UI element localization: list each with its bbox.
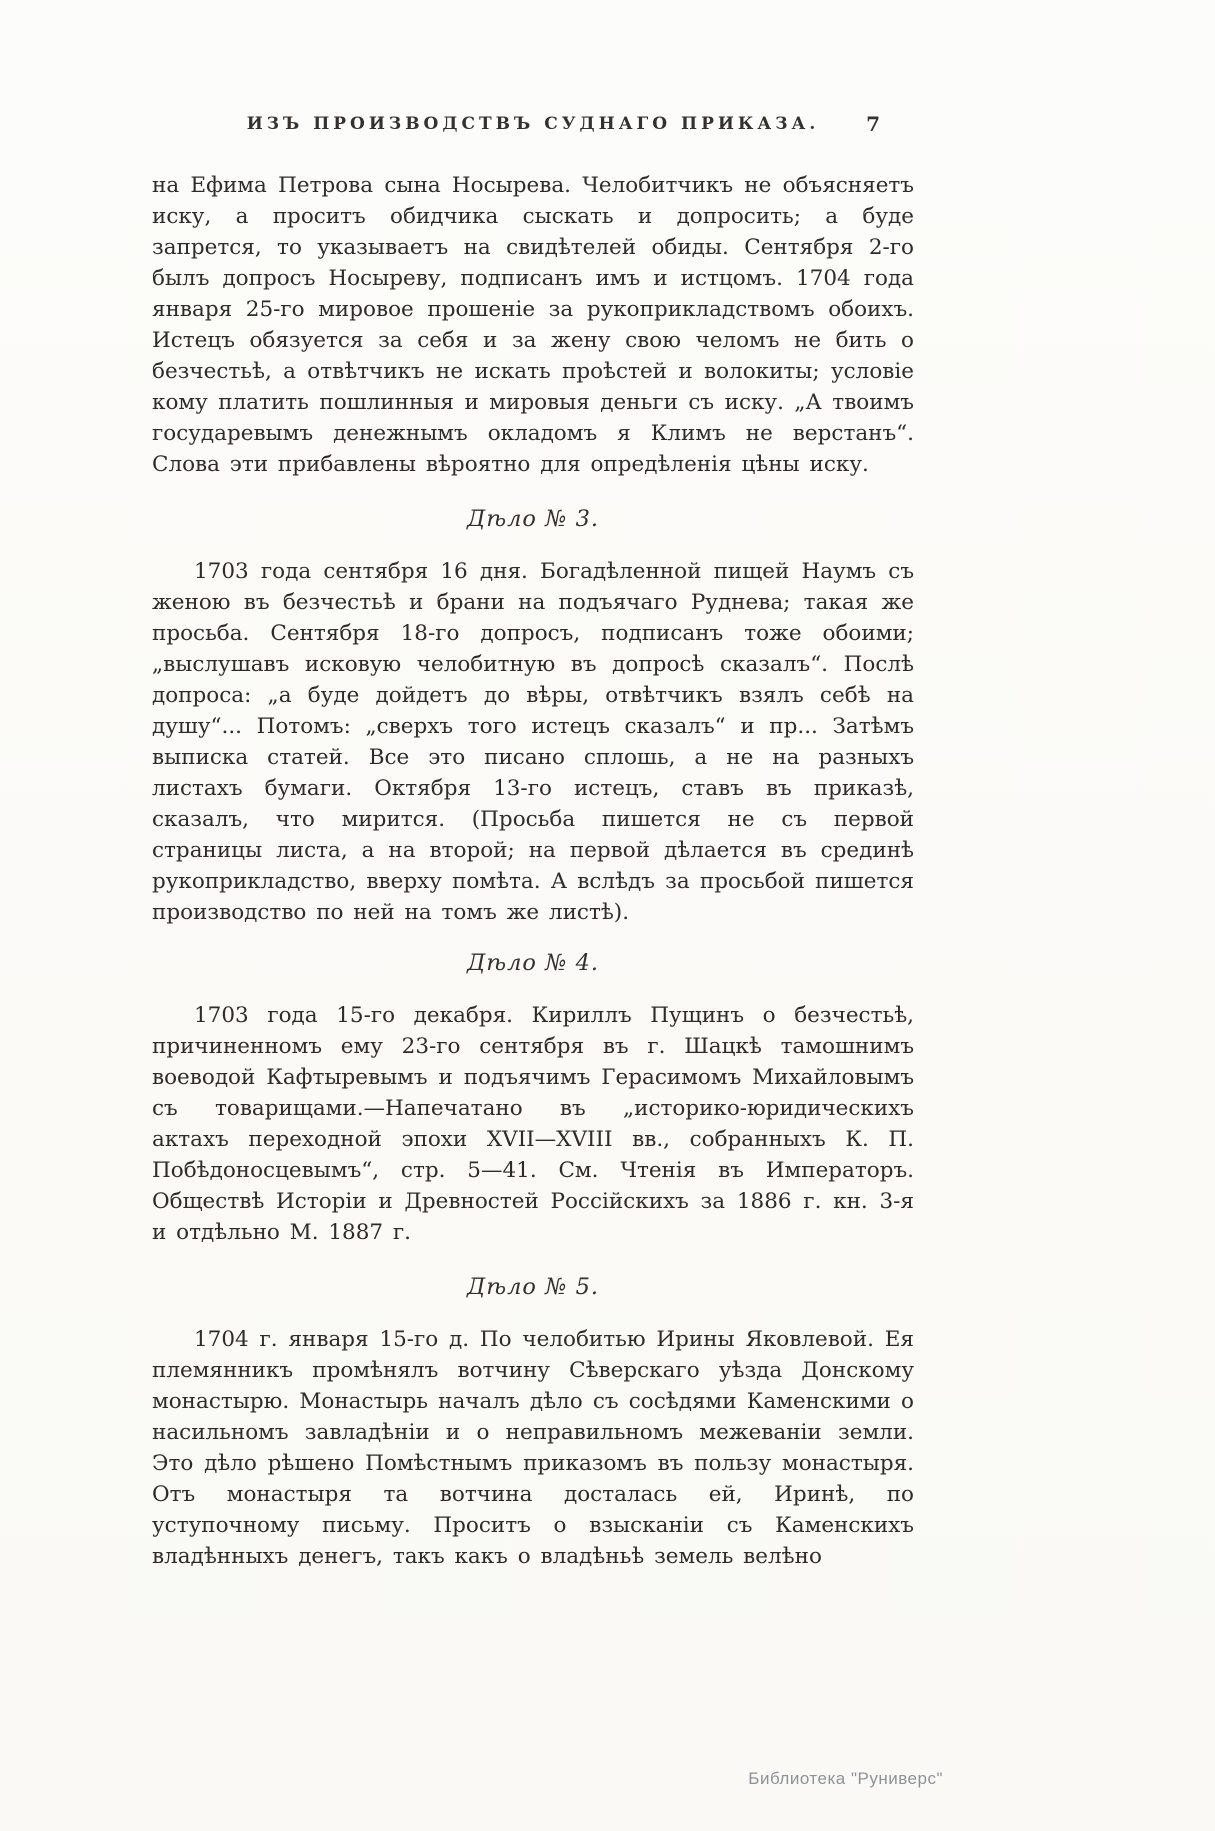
case-body-3: 1703 года сентября 16 дня. Богадѣленной пищей Наумъ съ женою въ безчестьѣ и брани на подъячаго Руднева; такая же просьба. Сентября 18-го допросъ, подписанъ тоже обоими; „выслушавъ исковую челобитную въ допросѣ сказалъ“. Послѣ допроса: „а буде дойдетъ до вѣры, отвѣтчикъ взялъ себѣ на душу“... Потомъ: „сверхъ того истецъ сказалъ“ и пр... Затѣмъ выписка статей. Все это писано сплошь, а не на разныхъ листахъ бумаги. Октября 13-го истецъ, ставъ въ приказѣ, сказалъ, что мирится. (Просьба пишется не съ первой страницы листа, а на второй; на первой дѣлается въ срединѣ рукоприкладство, вверху помѣта. А вслѣдъ за просьбой пишется производство по ней на томъ же листѣ). <box>152 559 914 925</box>
page-number: 7 <box>866 112 880 136</box>
running-title: ИЗЪ ПРОИЗВОДСТВЪ СУДНАГО ПРИКАЗА. <box>246 114 820 134</box>
continuation-paragraph: на Ефима Петрова сына Носырева. Челобитчикъ не объясняетъ иску, а проситъ обидчика сыскать и допросить; а буде запрется, то указываетъ на свидѣтелей обиды. Сентября 2-го былъ допросъ Носыреву, подписанъ имъ и истцомъ. 1704 года января 25-го мировое прошеніе за рукоприкладствомъ обоихъ. Истецъ обязуется за себя и за жену свою челомъ не бить о безчестьѣ, а отвѣтчикъ не искать проѣстей и волокиты; условіе кому платить пошлинныя и мировыя деньги съ иску. „А твоимъ государевымъ денежнымъ окладомъ я Климъ не верстанъ“. Слова эти прибавлены вѣроятно для опредѣленія цѣны иску. <box>152 173 914 477</box>
page-content <box>152 114 914 1594</box>
case-body-4: 1703 года 15-го декабря. Кириллъ Пущинъ о безчестьѣ, причиненномъ ему 23-го сентября въ г. Шацкѣ тамошнимъ воеводой Кафтыревымъ и подъячимъ Герасимомъ Михайловымъ съ товарищами.—Напечатано въ „историко-юридическихъ актахъ переходной эпохи XVII—XVIII вв., собранныхъ К. П. Побѣдоносцевымъ“, стр. 5—41. См. Чтенія въ Императоръ. Обществѣ Исторіи и Древностей Россійскихъ за 1886 г. кн. 3-я и отдѣльно М. 1887 г. <box>152 1003 914 1245</box>
case-body-5: 1704 г. января 15-го д. По челобитью Ирины Яковлевой. Ея племянникъ промѣнялъ вотчину Сѣверскаго уѣзда Донскому монастырю. Монастырь началъ дѣло съ сосѣдями Каменскими о насильномъ завладѣніи и о неправильномъ межеваніи земли. Это дѣло рѣшено Помѣстнымъ приказомъ въ пользу монастыря. Отъ монастыря та вотчина досталась ей, Иринѣ, по уступочному письму. Проситъ о взысканіи съ Каменскихъ владѣнныхъ денегъ, такъ какъ о владѣньѣ земель велѣно <box>152 1327 914 1569</box>
case-heading-4: Дѣло № 4. <box>466 950 600 976</box>
case-heading-5: Дѣло № 5. <box>466 1274 600 1300</box>
library-watermark: Библиотека "Руниверс" <box>748 1769 943 1788</box>
running-head <box>152 114 914 144</box>
case-heading-3: Дѣло № 3. <box>466 506 600 532</box>
